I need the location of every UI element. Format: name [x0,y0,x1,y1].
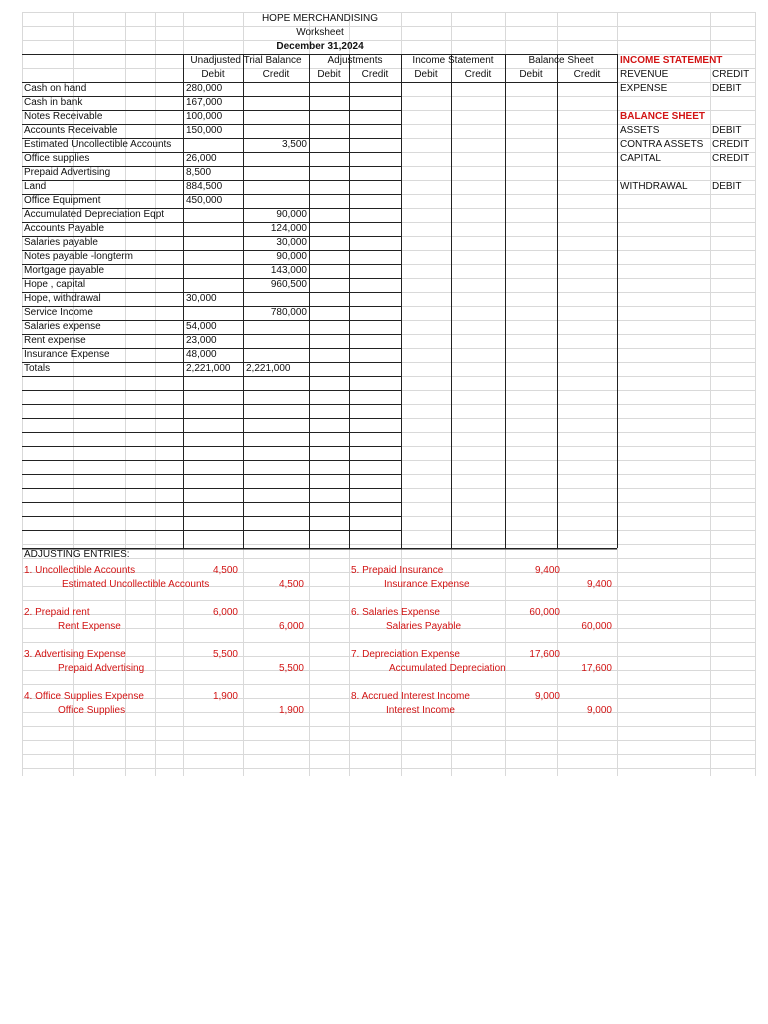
adjusting-credit-account: Salaries Payable [386,621,462,632]
account-credit [243,293,307,305]
income-statement-header: Income Statement [412,55,494,66]
account-name: Notes payable -longterm [24,251,133,262]
account-credit [243,321,307,333]
account-credit [243,349,307,361]
account-credit [243,195,307,207]
adjustments-header: Adjustments [327,55,383,66]
account-debit: 150,000 [186,125,223,136]
account-name: Cash on hand [24,83,87,94]
account-debit: 280,000 [186,83,223,94]
is-credit-header: Credit [464,69,492,80]
account-debit: 23,000 [186,335,217,346]
legend-revenue-label: REVENUE [620,69,669,80]
adjusting-credit-amount: 9,400 [586,579,612,590]
account-name: Land [24,181,47,192]
legend-revenue-side: CREDIT [712,69,750,80]
account-name: Hope, withdrawal [24,293,101,304]
adjusting-credit-account: Office Supplies [58,705,126,716]
adjusting-debit-account: 7. Depreciation Expense [351,649,460,660]
adjusting-debit-account: 5. Prepaid Insurance [351,565,444,576]
account-name: Hope , capital [24,279,86,290]
account-name: Notes Receivable [24,111,103,122]
legend-assets-label: ASSETS [620,125,660,136]
adjusting-credit-amount: 1,900 [278,705,304,716]
account-name: Prepaid Advertising [24,167,111,178]
adjusting-credit-amount: 9,000 [586,705,612,716]
bs-debit-header: Debit [519,69,543,80]
adjusting-credit-amount: 4,500 [278,579,304,590]
legend-balance-sheet-heading: BALANCE SHEET [620,111,706,122]
adjusting-debit-account: 3. Advertising Expense [24,649,126,660]
account-debit: 450,000 [186,195,223,206]
account-debit: 26,000 [186,153,217,164]
account-name: Insurance Expense [24,349,110,360]
account-credit: 90,000 [276,209,307,220]
adjusting-debit-amount: 9,400 [534,565,560,576]
adjusting-credit-amount: 6,000 [278,621,304,632]
utb-debit-header: Debit [201,69,225,80]
adjusting-credit-account: Interest Income [386,705,455,716]
account-debit: 54,000 [186,321,217,332]
legend-contra-assets-label: CONTRA ASSETS [620,139,704,150]
legend-income-statement-heading: INCOME STATEMENT [620,55,723,66]
account-debit: 8,500 [186,167,212,178]
account-credit: 90,000 [276,251,307,262]
is-debit-header: Debit [414,69,438,80]
adjusting-debit-account: 8. Accrued Interest Income [351,691,470,702]
utb-credit-header: Credit [262,69,290,80]
company-name: HOPE MERCHANDISING [261,13,379,24]
account-name: Salaries expense [24,321,101,332]
account-credit: 3,500 [281,139,307,150]
account-credit: 124,000 [270,223,307,234]
adjusting-debit-amount: 5,500 [212,649,238,660]
account-credit [243,335,307,347]
legend-capital-side: CREDIT [712,153,750,164]
legend-contra-assets-side: CREDIT [712,139,750,150]
account-debit: 100,000 [186,111,223,122]
legend-expense-label: EXPENSE [620,83,668,94]
balance-sheet-header: Balance Sheet [528,55,594,66]
account-credit [243,153,307,165]
adjusting-credit-account: Accumulated Depreciation [389,663,506,674]
adjusting-debit-amount: 17,600 [529,649,560,660]
account-debit: 167,000 [186,97,223,108]
account-credit [243,111,307,123]
account-debit: 48,000 [186,349,217,360]
legend-capital-label: CAPITAL [620,153,661,164]
account-name: Rent expense [24,335,86,346]
account-name: Salaries payable [24,237,98,248]
account-debit: 2,221,000 [186,363,231,374]
adj-credit-header: Credit [361,69,389,80]
adjusting-credit-account: Prepaid Advertising [58,663,145,674]
account-credit [243,97,307,109]
adjusting-entries-title: ADJUSTING ENTRIES: [24,549,130,560]
adjusting-credit-amount: 17,600 [581,663,612,674]
legend-expense-side: DEBIT [712,83,742,94]
account-name: Service Income [24,307,93,318]
legend-assets-side: DEBIT [712,125,742,136]
adjusting-credit-account: Rent Expense [58,621,121,632]
legend-withdrawal-label: WITHDRAWAL [620,181,688,192]
account-credit [243,125,307,137]
account-credit [243,181,307,193]
adjusting-debit-amount: 1,900 [212,691,238,702]
account-credit: 30,000 [276,237,307,248]
adjusting-debit-account: 2. Prepaid rent [24,607,90,618]
account-name: Office supplies [24,153,90,164]
adjusting-debit-account: 1. Uncollectible Accounts [24,565,136,576]
adjusting-debit-amount: 60,000 [529,607,560,618]
account-name: Cash in bank [24,97,83,108]
sheet-date: December 31,2024 [276,41,364,52]
account-name: Accounts Payable [24,223,105,234]
adjusting-debit-amount: 4,500 [212,565,238,576]
account-name: Office Equipment [24,195,101,206]
bs-credit-header: Credit [573,69,601,80]
adjusting-debit-amount: 6,000 [212,607,238,618]
account-credit [243,167,307,179]
sheet-title: Worksheet [296,27,344,38]
adjusting-debit-amount: 9,000 [534,691,560,702]
adjusting-credit-account: Insurance Expense [384,579,470,590]
utb-header: Unadjusted Trial Balance [190,55,302,66]
adjusting-debit-account: 6. Salaries Expense [351,607,440,618]
account-credit: 780,000 [270,307,307,318]
account-credit: 2,221,000 [246,363,291,374]
account-name: Estimated Uncollectible Accounts [24,139,172,150]
adjusting-debit-account: 4. Office Supplies Expense [24,691,144,702]
adj-debit-header: Debit [317,69,341,80]
adjusting-credit-amount: 5,500 [278,663,304,674]
adjusting-credit-amount: 60,000 [581,621,612,632]
account-name: Accumulated Depreciation Eqpt [24,209,165,220]
adjusting-credit-account: Estimated Uncollectible Accounts [62,579,210,590]
account-credit: 143,000 [270,265,307,276]
account-debit: 884,500 [186,181,223,192]
account-credit [243,83,307,95]
account-name: Accounts Receivable [24,125,118,136]
legend-withdrawal-side: DEBIT [712,181,742,192]
account-name: Totals [24,363,51,374]
account-debit: 30,000 [186,293,217,304]
account-credit: 960,500 [270,279,307,290]
account-name: Mortgage payable [24,265,105,276]
